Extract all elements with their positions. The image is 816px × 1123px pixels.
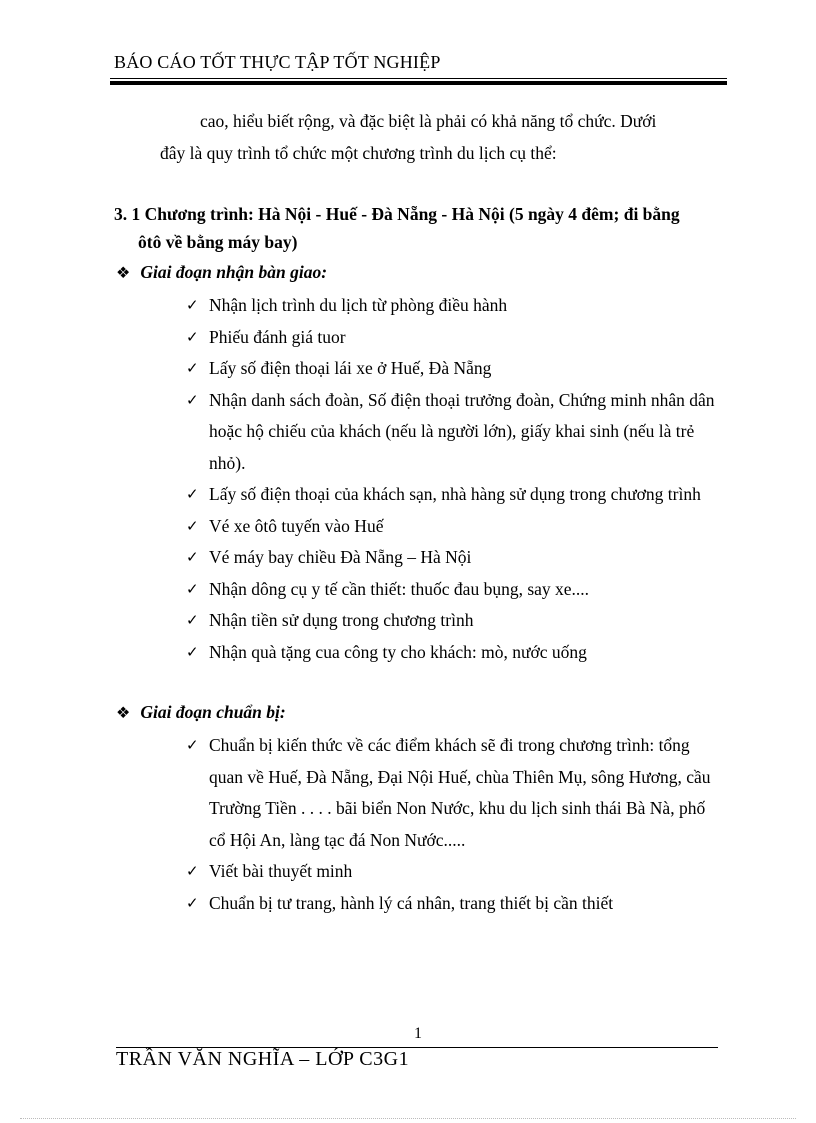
list-item-text: Viết bài thuyết minh	[209, 861, 353, 881]
check-icon: ✓	[186, 611, 199, 629]
check-icon: ✓	[186, 642, 199, 661]
diamond-bullet-icon: ❖	[116, 705, 131, 722]
stage-title: Giai đoạn chuẩn bị:	[140, 702, 286, 722]
list-item	[186, 637, 721, 669]
list-item	[186, 574, 721, 606]
check-icon: ✓	[186, 296, 199, 314]
list-item-text: Vé máy bay chiều Đà Nẵng – Hà Nội	[209, 547, 472, 567]
check-icon: ✓	[186, 359, 199, 377]
list-item-text: Nhận danh sách đoàn, Số điện thoại trưởng đoàn, Chứng minh nhân dân hoặc hộ chiếu của khách (nếu là người lớn), giấy khai sinh (nếu là trẻ nhỏ).	[209, 389, 715, 473]
list-item	[186, 322, 721, 354]
list-item	[186, 730, 721, 856]
list-item	[186, 605, 721, 637]
intro-paragraph	[160, 105, 720, 169]
header-title: BÁO CÁO TỐT THỰC TẬP TỐT NGHIỆP	[114, 52, 441, 72]
header-divider	[110, 78, 727, 85]
list-item-text: Nhận dông cụ y tế cần thiết: thuốc đau bụng, say xe....	[209, 578, 590, 599]
section-heading-line-1: 3. 1 Chương trình: Hà Nội - Huế - Đà Nẵng - Hà Nội (5 ngày 4 đêm; đi bằng	[114, 204, 680, 224]
intro-line-2: đây là quy trình tổ chức một chương trình du lịch cụ thể:	[160, 143, 557, 163]
check-icon: ✓	[186, 485, 199, 503]
list-item	[186, 385, 721, 480]
list-item-text: Nhận lịch trình du lịch từ phòng điều hành	[209, 295, 508, 315]
list-item	[186, 856, 721, 888]
section-heading	[114, 200, 724, 256]
page-number: 1	[414, 1025, 422, 1042]
list-item-text: Lấy số điện thoại lái xe ở Huế, Đà Nẵng	[209, 358, 492, 378]
list-item-text: Nhận quà tặng cua công ty cho khách: mò, nước uống	[209, 641, 587, 662]
list-item	[186, 888, 721, 920]
check-icon: ✓	[186, 516, 199, 535]
check-icon: ✓	[186, 327, 199, 346]
list-item-text: Chuẩn bị tư trang, hành lý cá nhân, trang thiết bị cần thiết	[209, 892, 614, 913]
list-item-text: Chuẩn bị kiến thức về các điểm khách sẽ đi trong chương trình: tổng quan về Huế, Đà Nẵng, Đại Nội Huế, chùa Thiên Mụ, sông Hương, cầu Trường Tiền . . . . bãi biển Non Nước, khu du lịch sinh thái Bà Nà, phố cổ Hội An, làng tạc đá Non Nước.....	[209, 735, 711, 850]
stage-title: Giai đoạn nhận bàn giao:	[140, 262, 328, 282]
footer-author: TRẦN VĂN NGHĨA – LỚP C3G1	[116, 1048, 410, 1070]
check-icon: ✓	[186, 548, 199, 566]
section-heading-line-2: ôtô về bằng máy bay)	[138, 232, 298, 252]
list-item	[186, 511, 721, 543]
list-item-text: Vé xe ôtô tuyến vào Huế	[209, 515, 384, 536]
list-item-text: Lấy số điện thoại của khách sạn, nhà hàng sử dụng trong chương trình	[209, 484, 701, 504]
stage-heading-preparation	[116, 702, 286, 723]
list-item	[186, 479, 721, 511]
checklist-handover	[186, 290, 721, 668]
list-item-text: Phiếu đánh giá tuor	[209, 326, 346, 347]
diamond-bullet-icon: ❖	[116, 265, 131, 282]
page-bottom-border	[20, 1118, 796, 1119]
stage-heading-handover	[116, 262, 327, 283]
list-item	[186, 290, 721, 322]
list-item	[186, 353, 721, 385]
list-item-text: Nhận tiền sử dụng trong chương trình	[209, 610, 474, 630]
check-icon: ✓	[186, 390, 199, 409]
check-icon: ✓	[186, 736, 199, 754]
list-item	[186, 542, 721, 574]
checklist-preparation	[186, 730, 721, 919]
check-icon: ✓	[186, 862, 199, 880]
check-icon: ✓	[186, 893, 199, 912]
check-icon: ✓	[186, 579, 199, 598]
intro-line-1: cao, hiểu biết rộng, và đặc biệt là phải có khả năng tổ chức. Dưới	[200, 111, 657, 131]
